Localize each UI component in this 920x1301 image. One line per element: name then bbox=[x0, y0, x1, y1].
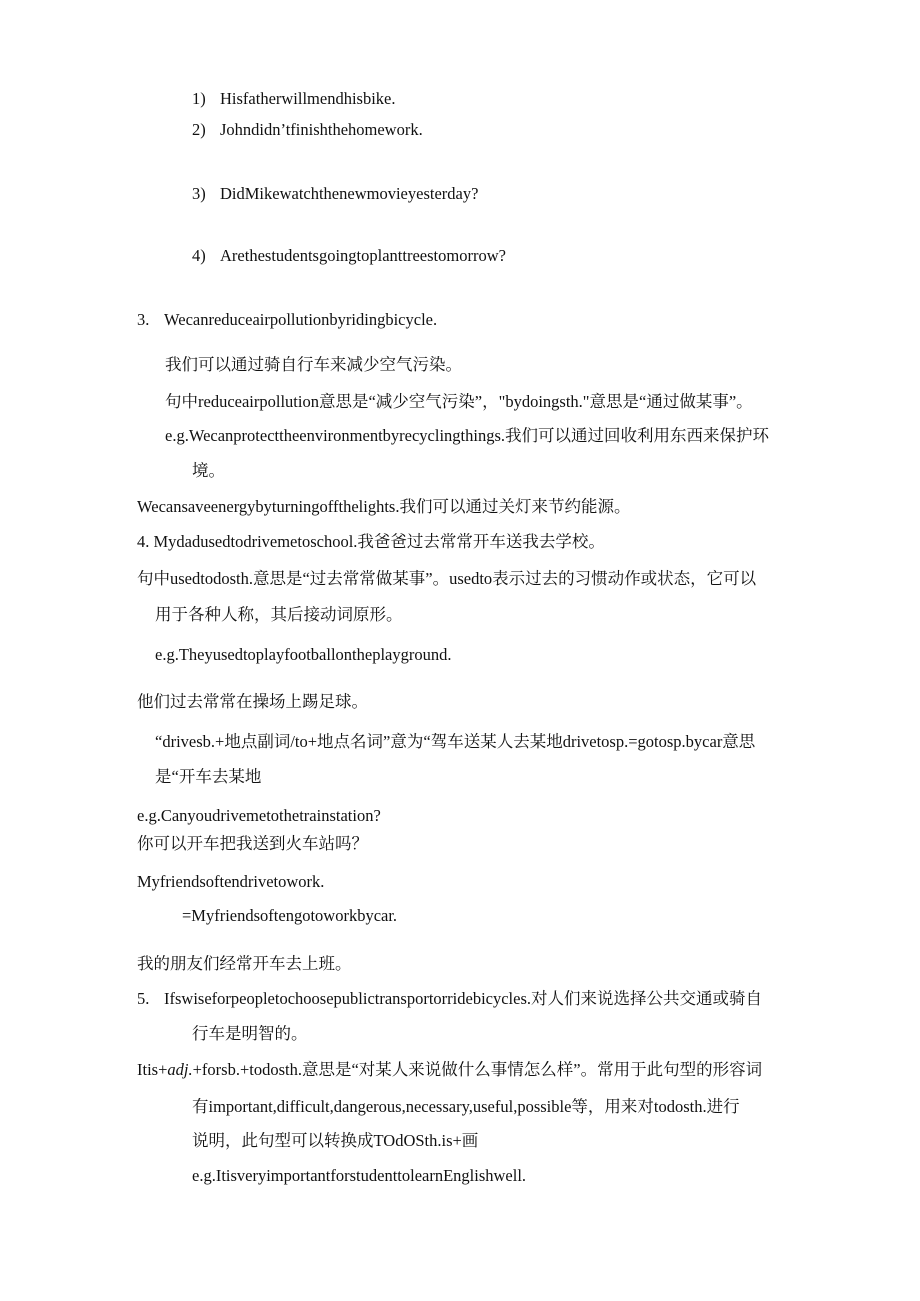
sentence-continued: 行车是明智的。 bbox=[192, 1024, 308, 1043]
pattern-prefix: Itis+ bbox=[137, 1060, 168, 1079]
pattern-adj: adj. bbox=[167, 1060, 193, 1079]
explanation-continued: 有important,difficult,dangerous,necessary,useful,possible等，用来对todosth.进行 bbox=[192, 1097, 740, 1116]
sentence-text: Hisfatherwillmendhisbike. bbox=[220, 89, 396, 108]
sentence-text: Johndidn’tfinishthehomework. bbox=[220, 120, 423, 139]
explanation: “drivesb.+地点副词/to+地点名词”意为“驾车送某人去某地drivetosp.=gotosp.bycar意思 bbox=[155, 732, 756, 751]
section-5-heading bbox=[137, 989, 762, 1009]
explanation-continued: 说明，此句型可以转换成TOdOSth.is+画 bbox=[192, 1131, 479, 1150]
list-item-3 bbox=[192, 184, 478, 204]
translation: 我们可以通过骑自行车来减少空气污染。 bbox=[165, 355, 462, 374]
sentence-text: DidMikewatchthenewmovieyesterday? bbox=[220, 184, 479, 203]
section-number: 5. bbox=[137, 989, 150, 1008]
list-number: 2) bbox=[192, 120, 206, 139]
explanation bbox=[137, 1060, 762, 1080]
example-sentence: e.g.Wecanprotecttheenvironmentbyrecyclingthings.我们可以通过回收利用东西来保护环 bbox=[165, 426, 770, 445]
sentence-text: Arethestudentsgoingtoplanttreestomorrow? bbox=[220, 246, 506, 265]
example-sentence: e.g.Theyusedtoplayfootballontheplayground. bbox=[155, 645, 452, 664]
section-3-heading bbox=[137, 310, 437, 330]
list-number: 3) bbox=[192, 184, 206, 203]
explanation: 句中usedtodosth.意思是“过去常常做某事”。usedto表示过去的习惯动作或状态，它可以 bbox=[137, 569, 757, 588]
list-item-1 bbox=[192, 89, 396, 109]
list-item-4 bbox=[192, 246, 506, 266]
sentence-text: Wecanreduceairpollutionbyridingbicycle. bbox=[164, 310, 438, 329]
example-sentence: Myfriendsoftendrivetowork. bbox=[137, 872, 325, 891]
explanation-continued: 是“开车去某地 bbox=[155, 767, 262, 786]
translation: 我的朋友们经常开车去上班。 bbox=[137, 954, 352, 973]
example-sentence-continued: 境。 bbox=[192, 461, 225, 480]
pattern-rest: +forsb.+todosth.意思是“对某人来说做什么事情怎么样”。常用于此句型的形容词 bbox=[192, 1060, 763, 1079]
translation: 你可以开车把我送到火车站吗？ bbox=[137, 834, 368, 853]
explanation-continued: 用于各种人称，其后接动词原形。 bbox=[155, 605, 403, 624]
section-4-heading: 4. Mydadusedtodrivemetoschool.我爸爸过去常常开车送我去学校。 bbox=[137, 532, 605, 551]
list-number: 1) bbox=[192, 89, 206, 108]
translation: 他们过去常常在操场上踢足球。 bbox=[137, 692, 368, 711]
explanation: 句中reduceairpollution意思是“减少空气污染”，"bydoingsth."意思是“通过做某事”。 bbox=[165, 392, 753, 411]
list-item-2 bbox=[192, 120, 423, 140]
example-sentence: Wecansaveenergybyturningoffthelights.我们可以通过关灯来节约能源。 bbox=[137, 497, 631, 516]
example-sentence: e.g.Canyoudrivemetothetrainstation? bbox=[137, 806, 381, 825]
sentence-text: Ifswiseforpeopletochoosepublictransportorridebicycles.对人们来说选择公共交通或骑自 bbox=[164, 989, 763, 1008]
example-sentence: e.g.ItisveryimportantforstudenttolearnEnglishwell. bbox=[192, 1166, 527, 1185]
list-number: 4) bbox=[192, 246, 206, 265]
section-number: 3. bbox=[137, 310, 150, 329]
equivalent-sentence: =Myfriendsoftengotoworkbycar. bbox=[182, 906, 398, 925]
